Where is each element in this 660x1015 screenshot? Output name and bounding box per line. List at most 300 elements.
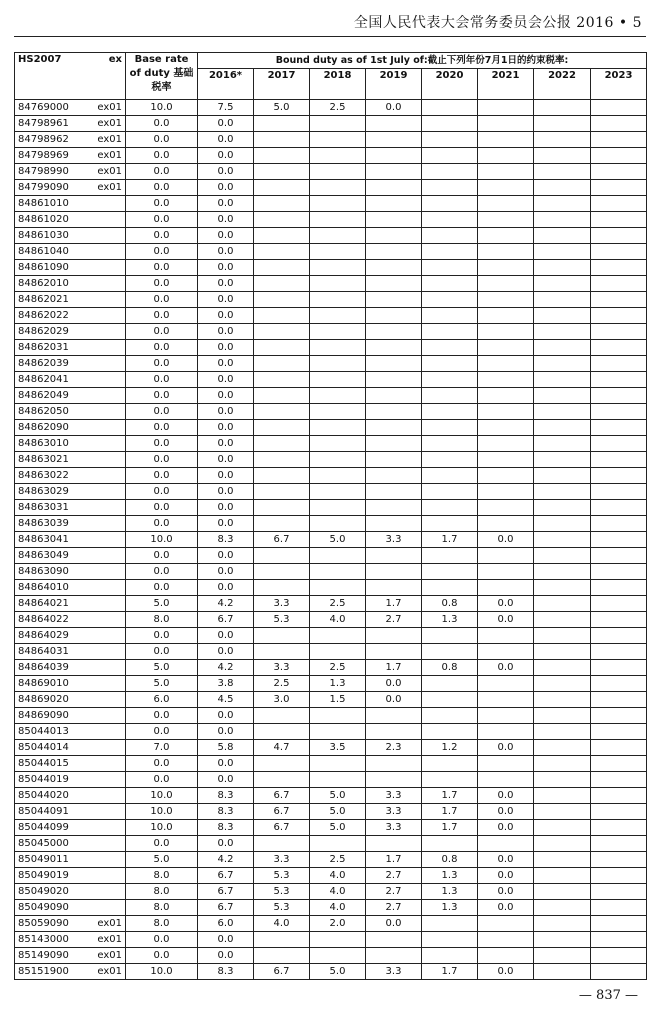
bound-duty-cell: 0.0 bbox=[198, 260, 254, 276]
bound-duty-cell bbox=[478, 948, 534, 964]
bound-duty-cell bbox=[534, 340, 591, 356]
hs-code-cell: 84863041 bbox=[15, 532, 79, 548]
bound-duty-cell: 0.0 bbox=[198, 484, 254, 500]
header-year: 2021 bbox=[478, 69, 534, 100]
base-rate-cell: 0.0 bbox=[126, 340, 198, 356]
bound-duty-cell bbox=[422, 516, 478, 532]
bound-duty-cell bbox=[534, 436, 591, 452]
bound-duty-cell: 0.0 bbox=[198, 244, 254, 260]
bound-duty-cell bbox=[254, 756, 310, 772]
bound-duty-cell bbox=[310, 148, 366, 164]
base-rate-cell: 0.0 bbox=[126, 932, 198, 948]
hs-code-cell: 84862049 bbox=[15, 388, 79, 404]
bound-duty-cell: 3.8 bbox=[198, 676, 254, 692]
bound-duty-cell bbox=[254, 468, 310, 484]
bound-duty-cell: 5.3 bbox=[254, 868, 310, 884]
base-rate-cell: 0.0 bbox=[126, 724, 198, 740]
ex-cell bbox=[79, 516, 126, 532]
bound-duty-cell: 8.3 bbox=[198, 964, 254, 980]
table-row bbox=[15, 548, 647, 564]
ex-cell bbox=[79, 644, 126, 660]
base-rate-cell: 0.0 bbox=[126, 836, 198, 852]
table-row bbox=[15, 180, 647, 196]
bound-duty-cell: 0.0 bbox=[366, 692, 422, 708]
bound-duty-cell bbox=[422, 948, 478, 964]
base-rate-cell: 0.0 bbox=[126, 628, 198, 644]
ex-cell bbox=[79, 660, 126, 676]
bound-duty-cell: 0.0 bbox=[478, 596, 534, 612]
bound-duty-cell: 5.8 bbox=[198, 740, 254, 756]
header-year: 2023 bbox=[591, 69, 647, 100]
bound-duty-cell bbox=[591, 964, 647, 980]
bound-duty-cell bbox=[534, 100, 591, 116]
bound-duty-cell bbox=[591, 308, 647, 324]
ex-cell bbox=[79, 196, 126, 212]
bound-duty-cell bbox=[310, 324, 366, 340]
bound-duty-cell bbox=[591, 500, 647, 516]
hs-code-cell: 84799090 bbox=[15, 180, 79, 196]
bound-duty-cell bbox=[591, 820, 647, 836]
bound-duty-cell: 0.0 bbox=[478, 788, 534, 804]
bound-duty-cell bbox=[366, 148, 422, 164]
bound-duty-cell bbox=[310, 548, 366, 564]
ex-cell: ex01 bbox=[79, 180, 126, 196]
bound-duty-cell: 0.0 bbox=[198, 356, 254, 372]
bound-duty-cell: 0.0 bbox=[198, 628, 254, 644]
ex-cell bbox=[79, 212, 126, 228]
bound-duty-cell: 4.5 bbox=[198, 692, 254, 708]
table-row bbox=[15, 420, 647, 436]
bound-duty-cell bbox=[591, 580, 647, 596]
hs-code-cell: 84864031 bbox=[15, 644, 79, 660]
bound-duty-cell: 0.0 bbox=[198, 372, 254, 388]
bound-duty-cell bbox=[254, 292, 310, 308]
header-hs2007: HS2007 bbox=[15, 53, 79, 100]
bound-duty-cell: 0.0 bbox=[198, 340, 254, 356]
bound-duty-cell: 3.3 bbox=[366, 804, 422, 820]
bound-duty-cell bbox=[591, 516, 647, 532]
bound-duty-cell bbox=[534, 228, 591, 244]
hs-code-cell: 85044015 bbox=[15, 756, 79, 772]
base-rate-cell: 8.0 bbox=[126, 884, 198, 900]
bound-duty-cell bbox=[366, 388, 422, 404]
bound-duty-cell bbox=[366, 164, 422, 180]
bound-duty-cell bbox=[534, 468, 591, 484]
bound-duty-cell bbox=[478, 436, 534, 452]
bound-duty-cell bbox=[422, 500, 478, 516]
bound-duty-cell: 0.8 bbox=[422, 660, 478, 676]
bound-duty-cell bbox=[534, 580, 591, 596]
bound-duty-cell: 3.3 bbox=[366, 532, 422, 548]
bound-duty-cell bbox=[310, 292, 366, 308]
bound-duty-cell bbox=[534, 532, 591, 548]
bound-duty-cell: 5.3 bbox=[254, 612, 310, 628]
bound-duty-cell: 4.0 bbox=[310, 900, 366, 916]
bound-duty-cell: 1.7 bbox=[422, 820, 478, 836]
bound-duty-cell bbox=[478, 916, 534, 932]
ex-cell bbox=[79, 628, 126, 644]
bound-duty-cell: 0.0 bbox=[198, 148, 254, 164]
base-rate-cell: 5.0 bbox=[126, 852, 198, 868]
bound-duty-cell bbox=[478, 180, 534, 196]
bound-duty-cell bbox=[478, 452, 534, 468]
bound-duty-cell bbox=[534, 484, 591, 500]
table-row bbox=[15, 868, 647, 884]
bound-duty-cell bbox=[534, 820, 591, 836]
bound-duty-cell bbox=[591, 932, 647, 948]
bound-duty-cell bbox=[422, 196, 478, 212]
bound-duty-cell: 4.2 bbox=[198, 852, 254, 868]
base-rate-cell: 10.0 bbox=[126, 820, 198, 836]
table-row bbox=[15, 820, 647, 836]
bound-duty-cell bbox=[478, 932, 534, 948]
base-rate-cell: 0.0 bbox=[126, 580, 198, 596]
base-rate-cell: 10.0 bbox=[126, 804, 198, 820]
bound-duty-cell: 0.0 bbox=[478, 532, 534, 548]
bound-duty-cell bbox=[310, 644, 366, 660]
bound-duty-cell bbox=[478, 100, 534, 116]
bound-duty-cell bbox=[366, 276, 422, 292]
bound-duty-cell bbox=[422, 420, 478, 436]
bound-duty-cell: 0.0 bbox=[198, 164, 254, 180]
table-row bbox=[15, 388, 647, 404]
bound-duty-cell bbox=[591, 804, 647, 820]
base-rate-cell: 0.0 bbox=[126, 564, 198, 580]
bound-duty-cell bbox=[422, 292, 478, 308]
hs-code-cell: 84861040 bbox=[15, 244, 79, 260]
bound-duty-cell bbox=[422, 644, 478, 660]
table-row bbox=[15, 852, 647, 868]
bound-duty-cell bbox=[422, 388, 478, 404]
hs-code-cell: 84864029 bbox=[15, 628, 79, 644]
bound-duty-cell bbox=[534, 276, 591, 292]
bound-duty-cell: 1.2 bbox=[422, 740, 478, 756]
bound-duty-cell bbox=[254, 228, 310, 244]
bound-duty-cell: 0.0 bbox=[198, 132, 254, 148]
bound-duty-cell bbox=[591, 228, 647, 244]
bound-duty-cell bbox=[310, 708, 366, 724]
hs-code-cell: 84863021 bbox=[15, 452, 79, 468]
bound-duty-cell bbox=[254, 196, 310, 212]
bound-duty-cell: 4.0 bbox=[254, 916, 310, 932]
hs-code-cell: 85044020 bbox=[15, 788, 79, 804]
table-body bbox=[15, 100, 647, 980]
bound-duty-cell bbox=[591, 852, 647, 868]
bound-duty-cell bbox=[591, 916, 647, 932]
hs-code-cell: 85059090 bbox=[15, 916, 79, 932]
bound-duty-cell bbox=[591, 244, 647, 260]
ex-cell bbox=[79, 244, 126, 260]
bound-duty-cell: 4.0 bbox=[310, 884, 366, 900]
ex-cell bbox=[79, 468, 126, 484]
bound-duty-cell bbox=[310, 756, 366, 772]
bound-duty-cell bbox=[591, 452, 647, 468]
bound-duty-cell bbox=[366, 308, 422, 324]
bound-duty-cell bbox=[310, 228, 366, 244]
hs-code-cell: 84863022 bbox=[15, 468, 79, 484]
table-row bbox=[15, 228, 647, 244]
hs-code-cell: 84862041 bbox=[15, 372, 79, 388]
bound-duty-cell bbox=[478, 468, 534, 484]
hs-code-cell: 84862050 bbox=[15, 404, 79, 420]
bound-duty-cell bbox=[310, 516, 366, 532]
table-row bbox=[15, 148, 647, 164]
hs-code-cell: 84862031 bbox=[15, 340, 79, 356]
bound-duty-cell bbox=[422, 932, 478, 948]
bound-duty-cell bbox=[478, 628, 534, 644]
bound-duty-cell bbox=[310, 212, 366, 228]
bound-duty-cell bbox=[422, 340, 478, 356]
table-row bbox=[15, 484, 647, 500]
bound-duty-cell bbox=[591, 756, 647, 772]
ex-cell bbox=[79, 388, 126, 404]
bound-duty-cell: 0.0 bbox=[198, 308, 254, 324]
bound-duty-cell bbox=[534, 964, 591, 980]
bound-duty-cell bbox=[591, 948, 647, 964]
bound-duty-cell bbox=[591, 676, 647, 692]
hs-code-cell: 84862090 bbox=[15, 420, 79, 436]
base-rate-cell: 0.0 bbox=[126, 148, 198, 164]
ex-cell: ex01 bbox=[79, 148, 126, 164]
base-rate-cell: 0.0 bbox=[126, 164, 198, 180]
table-row bbox=[15, 916, 647, 932]
bound-duty-cell: 2.7 bbox=[366, 884, 422, 900]
table-row bbox=[15, 372, 647, 388]
bound-duty-cell bbox=[366, 260, 422, 276]
bound-duty-cell bbox=[422, 548, 478, 564]
bound-duty-cell: 5.0 bbox=[254, 100, 310, 116]
bound-duty-cell bbox=[478, 516, 534, 532]
bound-duty-cell: 0.0 bbox=[198, 948, 254, 964]
bound-duty-cell bbox=[254, 580, 310, 596]
bound-duty-cell bbox=[254, 452, 310, 468]
bound-duty-cell bbox=[422, 212, 478, 228]
base-rate-cell: 0.0 bbox=[126, 372, 198, 388]
hs-code-cell: 84769000 bbox=[15, 100, 79, 116]
bound-duty-cell: 3.3 bbox=[366, 788, 422, 804]
bound-duty-cell bbox=[254, 932, 310, 948]
table-row bbox=[15, 276, 647, 292]
hs-code-cell: 84864021 bbox=[15, 596, 79, 612]
bound-duty-cell bbox=[366, 196, 422, 212]
header-year: 2019 bbox=[366, 69, 422, 100]
bound-duty-cell: 1.3 bbox=[422, 884, 478, 900]
bound-duty-cell bbox=[366, 452, 422, 468]
bound-duty-cell: 6.7 bbox=[198, 868, 254, 884]
bound-duty-cell bbox=[366, 212, 422, 228]
base-rate-cell: 0.0 bbox=[126, 308, 198, 324]
bound-duty-cell: 0.0 bbox=[198, 468, 254, 484]
table-row bbox=[15, 356, 647, 372]
bound-duty-cell: 0.0 bbox=[478, 900, 534, 916]
bound-duty-cell: 6.0 bbox=[198, 916, 254, 932]
ex-cell bbox=[79, 340, 126, 356]
bound-duty-cell bbox=[478, 404, 534, 420]
bound-duty-cell bbox=[310, 196, 366, 212]
bound-duty-cell bbox=[254, 644, 310, 660]
bound-duty-cell bbox=[366, 356, 422, 372]
bound-duty-cell bbox=[366, 244, 422, 260]
bound-duty-cell bbox=[591, 692, 647, 708]
ex-cell bbox=[79, 404, 126, 420]
bound-duty-cell: 1.5 bbox=[310, 692, 366, 708]
table-row bbox=[15, 116, 647, 132]
ex-cell bbox=[79, 500, 126, 516]
table-row bbox=[15, 660, 647, 676]
bound-duty-cell bbox=[478, 564, 534, 580]
bound-duty-cell bbox=[366, 116, 422, 132]
bound-duty-cell: 0.0 bbox=[366, 100, 422, 116]
hs-code-cell: 84869020 bbox=[15, 692, 79, 708]
bound-duty-cell bbox=[534, 660, 591, 676]
ex-cell bbox=[79, 484, 126, 500]
bound-duty-cell bbox=[478, 388, 534, 404]
bound-duty-cell bbox=[366, 420, 422, 436]
bound-duty-cell bbox=[534, 948, 591, 964]
ex-cell bbox=[79, 532, 126, 548]
table-row bbox=[15, 612, 647, 628]
bound-duty-cell bbox=[534, 900, 591, 916]
base-rate-cell: 0.0 bbox=[126, 196, 198, 212]
bound-duty-cell bbox=[534, 180, 591, 196]
table-row bbox=[15, 532, 647, 548]
base-rate-cell: 6.0 bbox=[126, 692, 198, 708]
hs-code-cell: 84864010 bbox=[15, 580, 79, 596]
table-row bbox=[15, 676, 647, 692]
header-bound-duty: Bound duty as of 1st July of:截止下列年份7月1日的约束税率: bbox=[198, 53, 647, 69]
bound-duty-cell: 2.7 bbox=[366, 612, 422, 628]
bound-duty-cell bbox=[591, 740, 647, 756]
table-row bbox=[15, 628, 647, 644]
ex-cell bbox=[79, 852, 126, 868]
bound-duty-cell bbox=[534, 804, 591, 820]
bound-duty-cell bbox=[478, 276, 534, 292]
bound-duty-cell bbox=[534, 708, 591, 724]
bound-duty-cell bbox=[422, 756, 478, 772]
ex-cell bbox=[79, 772, 126, 788]
bound-duty-cell: 0.0 bbox=[198, 516, 254, 532]
base-rate-cell: 0.0 bbox=[126, 420, 198, 436]
bound-duty-cell bbox=[422, 564, 478, 580]
hs-code-cell: 85143000 bbox=[15, 932, 79, 948]
bound-duty-cell bbox=[422, 404, 478, 420]
bound-duty-cell: 6.7 bbox=[198, 612, 254, 628]
bound-duty-cell: 1.3 bbox=[422, 900, 478, 916]
hs-code-cell: 84798962 bbox=[15, 132, 79, 148]
bound-duty-cell bbox=[366, 836, 422, 852]
bound-duty-cell bbox=[534, 116, 591, 132]
bound-duty-cell bbox=[254, 116, 310, 132]
hs-code-cell: 85044091 bbox=[15, 804, 79, 820]
bound-duty-cell: 6.7 bbox=[254, 788, 310, 804]
bound-duty-cell bbox=[591, 548, 647, 564]
bound-duty-cell bbox=[254, 404, 310, 420]
base-rate-cell: 0.0 bbox=[126, 180, 198, 196]
base-rate-cell: 8.0 bbox=[126, 612, 198, 628]
base-rate-cell: 7.0 bbox=[126, 740, 198, 756]
bound-duty-cell bbox=[534, 404, 591, 420]
header-year: 2022 bbox=[534, 69, 591, 100]
bound-duty-cell: 2.3 bbox=[366, 740, 422, 756]
bound-duty-cell bbox=[478, 676, 534, 692]
ex-cell bbox=[79, 836, 126, 852]
base-rate-cell: 0.0 bbox=[126, 212, 198, 228]
bound-duty-cell bbox=[478, 356, 534, 372]
bound-duty-cell bbox=[478, 420, 534, 436]
bound-duty-cell bbox=[254, 180, 310, 196]
bound-duty-cell: 5.3 bbox=[254, 884, 310, 900]
bound-duty-cell bbox=[534, 564, 591, 580]
bound-duty-cell: 0.0 bbox=[198, 276, 254, 292]
bound-duty-cell bbox=[310, 308, 366, 324]
bound-duty-cell bbox=[310, 340, 366, 356]
bound-duty-cell bbox=[534, 244, 591, 260]
hs-code-cell: 85149090 bbox=[15, 948, 79, 964]
bound-duty-cell: 3.0 bbox=[254, 692, 310, 708]
bound-duty-cell: 0.0 bbox=[198, 580, 254, 596]
bound-duty-cell bbox=[422, 452, 478, 468]
bound-duty-cell bbox=[591, 148, 647, 164]
bound-duty-cell: 1.3 bbox=[310, 676, 366, 692]
ex-cell bbox=[79, 228, 126, 244]
bound-duty-cell bbox=[422, 436, 478, 452]
bound-duty-cell: 0.0 bbox=[198, 116, 254, 132]
bound-duty-cell: 0.0 bbox=[198, 836, 254, 852]
bound-duty-cell bbox=[534, 788, 591, 804]
bound-duty-cell bbox=[478, 196, 534, 212]
ex-cell bbox=[79, 692, 126, 708]
hs-code-cell: 85044019 bbox=[15, 772, 79, 788]
ex-cell bbox=[79, 276, 126, 292]
bound-duty-cell bbox=[310, 420, 366, 436]
table-row bbox=[15, 436, 647, 452]
bound-duty-cell bbox=[366, 484, 422, 500]
bound-duty-cell bbox=[254, 484, 310, 500]
hs-code-cell: 84862010 bbox=[15, 276, 79, 292]
table-row bbox=[15, 740, 647, 756]
bound-duty-cell bbox=[310, 260, 366, 276]
bound-duty-cell bbox=[534, 868, 591, 884]
bound-duty-cell: 3.5 bbox=[310, 740, 366, 756]
bound-duty-cell: 2.7 bbox=[366, 900, 422, 916]
bound-duty-cell bbox=[310, 132, 366, 148]
bound-duty-cell bbox=[534, 628, 591, 644]
bound-duty-cell bbox=[254, 212, 310, 228]
bound-duty-cell bbox=[422, 708, 478, 724]
bound-duty-cell: 0.0 bbox=[478, 660, 534, 676]
bound-duty-cell: 5.3 bbox=[254, 900, 310, 916]
bound-duty-cell: 5.0 bbox=[310, 820, 366, 836]
base-rate-cell: 10.0 bbox=[126, 532, 198, 548]
bound-duty-cell: 8.3 bbox=[198, 532, 254, 548]
table-row bbox=[15, 132, 647, 148]
bound-duty-cell bbox=[478, 324, 534, 340]
bound-duty-cell: 0.0 bbox=[198, 324, 254, 340]
bound-duty-cell: 5.0 bbox=[310, 804, 366, 820]
hs-code-cell: 85044013 bbox=[15, 724, 79, 740]
bound-duty-cell bbox=[254, 356, 310, 372]
header-year: 2016* bbox=[198, 69, 254, 100]
bound-duty-cell bbox=[366, 724, 422, 740]
bound-duty-cell bbox=[591, 900, 647, 916]
bound-duty-cell bbox=[534, 372, 591, 388]
bound-duty-cell bbox=[478, 228, 534, 244]
bound-duty-cell: 2.5 bbox=[310, 660, 366, 676]
bound-duty-cell bbox=[591, 100, 647, 116]
page-header bbox=[14, 8, 646, 37]
bound-duty-cell bbox=[310, 724, 366, 740]
bound-duty-cell bbox=[310, 628, 366, 644]
